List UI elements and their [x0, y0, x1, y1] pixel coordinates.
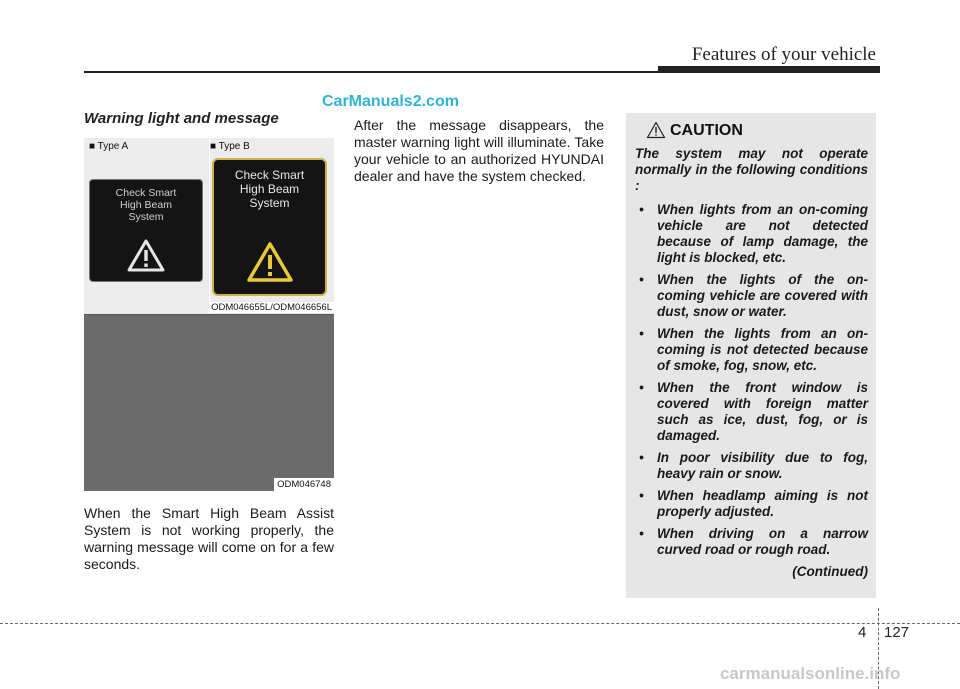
caution-title: CAUTION: [670, 122, 743, 139]
caution-item: [635, 450, 868, 482]
caution-intro: The system may not operate normally in the following conditions :: [635, 146, 868, 193]
page-chapter: 4: [858, 624, 867, 641]
panel-line: System: [249, 195, 290, 210]
watermark-bottom: carmanualsonline.info: [720, 664, 901, 683]
header-title: Features of your vehicle: [691, 44, 876, 65]
caution-item-text: When the lights of the on-coming vehicle are covered with dust, snow or water.: [657, 272, 868, 319]
page-number: 127: [884, 624, 910, 641]
type-a-label: ■ Type A: [89, 141, 129, 152]
caution-item: [635, 272, 868, 320]
watermark-top: CarManuals2.com: [322, 93, 459, 110]
type-b-label: ■ Type B: [210, 141, 250, 152]
panel-line: System: [128, 211, 164, 224]
type-a-display: [89, 179, 203, 282]
caution-header: [635, 121, 868, 141]
figure-code: ODM046655L/ODM046656L: [211, 302, 332, 313]
caution-item-text: When lights from an on-coming vehicle are not detected because of lamp damage, the light is blocked, etc.: [657, 202, 868, 265]
header-rule-accent: [658, 66, 880, 72]
caution-item-text: When the front window is covered with foreign matter such as ice, dust, fog, or is damaged.: [657, 380, 868, 443]
warning-triangle-icon: [127, 239, 165, 272]
photo-placeholder: [84, 314, 334, 491]
type-b-message: [214, 160, 325, 210]
caution-item: [635, 488, 868, 520]
caution-item: [635, 380, 868, 444]
left-paragraph: When the Smart High Beam Assist System is not working properly, the warning message will come on for a few seconds.: [84, 505, 334, 572]
caution-item: [635, 326, 868, 374]
caution-item: [635, 526, 868, 558]
bullet-icon: •: [639, 326, 644, 341]
caution-item-text: When headlamp aiming is not properly adjusted.: [657, 488, 868, 519]
bullet-icon: •: [639, 488, 644, 503]
footer-rule: [0, 623, 960, 624]
panel-line: Check Smart: [234, 168, 305, 182]
panel-line: Check Smart: [115, 187, 177, 199]
figure-divider: [209, 138, 210, 314]
bullet-icon: •: [639, 450, 644, 465]
caution-item-text: When the lights from an on-coming is not detected because of smoke, fog, snow, etc.: [657, 326, 868, 373]
bullet-icon: •: [639, 272, 644, 287]
caution-item: [635, 202, 868, 266]
type-a-message: [90, 180, 202, 223]
caution-list: [635, 202, 868, 558]
panel-line: High Beam: [239, 181, 300, 196]
caution-item-text: When driving on a narrow curved road or rough road.: [657, 526, 868, 557]
caution-continued: (Continued): [792, 564, 868, 579]
photo-code: ODM046748: [274, 478, 334, 491]
caution-box: [626, 113, 876, 598]
warning-triangle-icon: [247, 242, 293, 282]
panel-line: High Beam: [120, 199, 172, 212]
middle-paragraph: After the message disappears, the master warning light will illuminate. Take your vehicle to an authorized HYUNDAI dealer and have the system checked.: [354, 117, 604, 184]
type-b-display: [212, 158, 327, 296]
warning-figure: [84, 138, 334, 314]
section-heading: Warning light and message: [84, 110, 279, 127]
bullet-icon: •: [639, 380, 644, 395]
caution-item-text: In poor visibility due to fog, heavy rain or snow.: [657, 450, 868, 481]
bullet-icon: •: [639, 202, 644, 217]
bullet-icon: •: [639, 526, 644, 541]
caution-triangle-icon: [646, 121, 666, 139]
